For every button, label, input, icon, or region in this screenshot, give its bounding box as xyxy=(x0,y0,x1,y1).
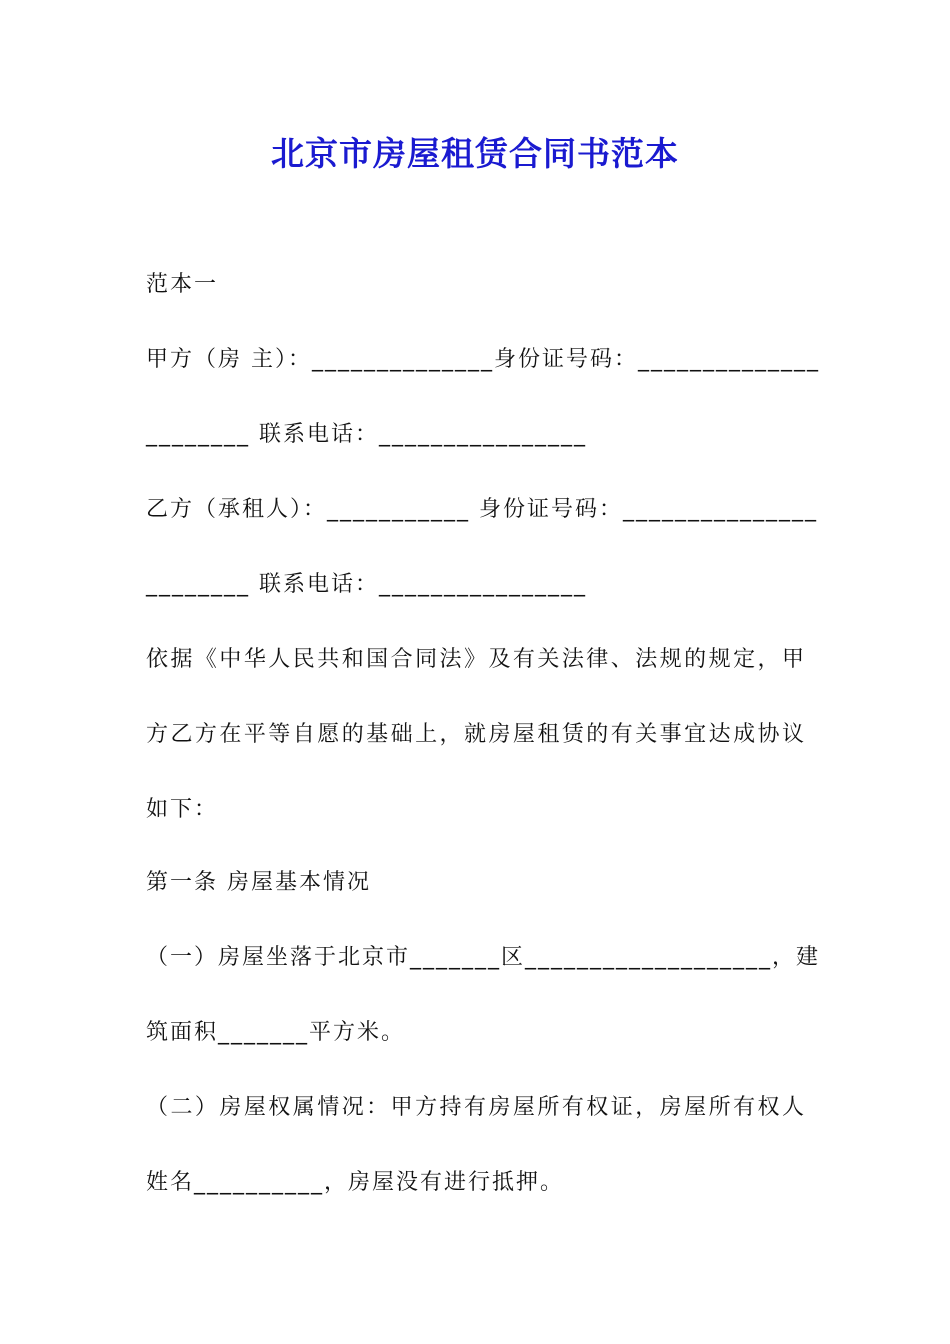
clause-1-line-1: （一）房屋坐落于北京市_______区___________________，建 xyxy=(146,945,821,970)
preamble-line-2: 方乙方在平等自愿的基础上，就房屋租赁的有关事宜达成协议 xyxy=(146,722,806,747)
preamble-line-3: 如下： xyxy=(146,797,219,822)
clause-2-line-2: 姓名__________，房屋没有进行抵押。 xyxy=(146,1170,565,1195)
party-a-line: 甲方（房 主）：______________身份证号码：______________ xyxy=(146,347,820,372)
party-b-line: 乙方（承租人）：___________ 身份证号码：_______________ xyxy=(146,497,818,522)
preamble-line-1: 依据《中华人民共和国合同法》及有关法律、法规的规定，甲 xyxy=(146,647,806,672)
clause-1-line-2: 筑面积_______平方米。 xyxy=(146,1020,406,1045)
article-1-heading: 第一条 房屋基本情况 xyxy=(146,870,371,895)
party-a-phone-line: ________ 联系电话：________________ xyxy=(146,422,587,447)
document-title: 北京市房屋租赁合同书范本 xyxy=(271,134,679,173)
party-b-phone-line: ________ 联系电话：________________ xyxy=(146,572,587,597)
sample-label: 范本一 xyxy=(146,272,219,297)
clause-2-line-1: （二）房屋权属情况：甲方持有房屋所有权证，房屋所有权人 xyxy=(146,1095,806,1120)
